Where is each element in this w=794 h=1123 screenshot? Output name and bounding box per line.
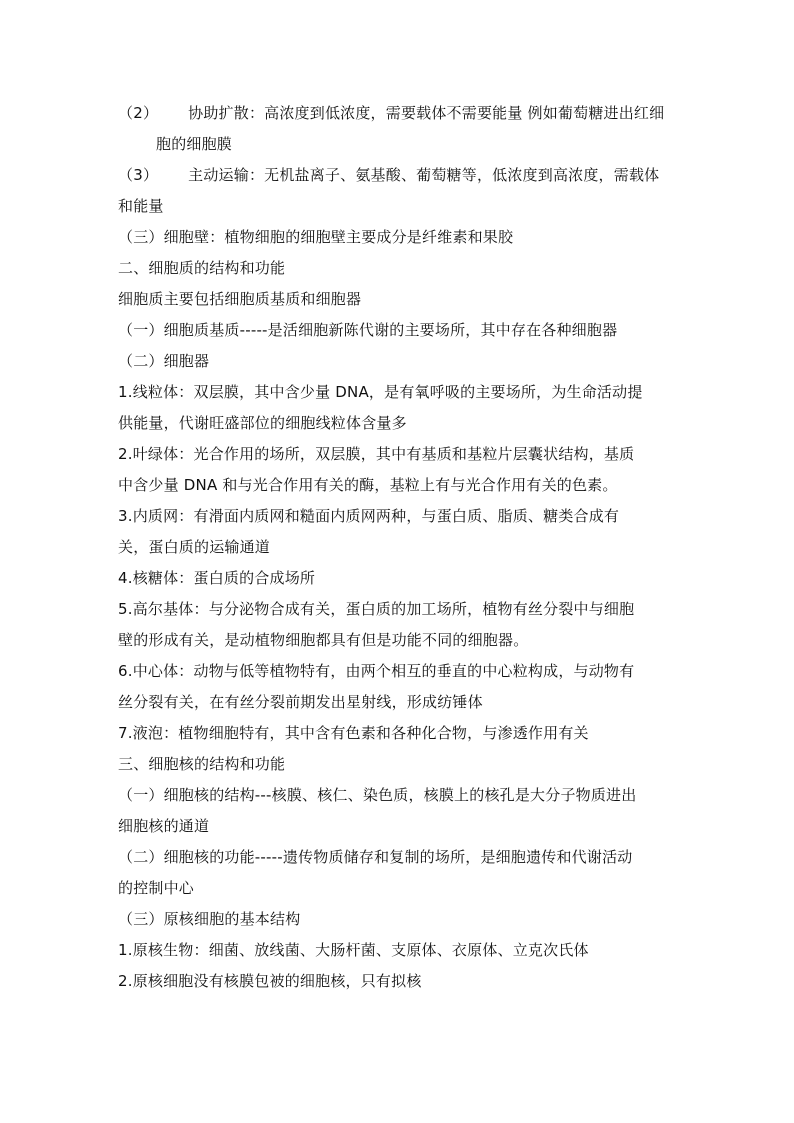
paragraph-text: 主动运输：无机盐离子、氨基酸、葡萄糖等，低浓度到高浓度，需载体 bbox=[188, 166, 660, 184]
paragraph-text: 5.高尔基体：与分泌物合成有关，蛋白质的加工场所，植物有丝分裂中与细胞 bbox=[118, 600, 635, 618]
paragraph-text: （二）细胞器 bbox=[118, 352, 210, 370]
document-body bbox=[118, 98, 678, 997]
paragraph-line bbox=[118, 129, 678, 160]
subheading-cytosol bbox=[118, 315, 678, 346]
paragraph-text: 的控制中心 bbox=[118, 879, 195, 897]
list-item-prokaryotes bbox=[118, 935, 678, 966]
paragraph-text: 和能量 bbox=[118, 197, 164, 215]
paragraph-text: 7.液泡：植物细胞特有，其中含有色素和各种化合物，与渗透作用有关 bbox=[118, 724, 589, 742]
paragraph-text: 6.中心体：动物与低等植物特有，由两个相互的垂直的中心粒构成，与动物有 bbox=[118, 662, 635, 680]
section-heading-nucleus bbox=[118, 749, 678, 780]
paragraph-text: 3.内质网：有滑面内质网和糙面内质网两种，与蛋白质、脂质、糖类合成有 bbox=[118, 507, 620, 525]
subheading-cell-wall bbox=[118, 222, 678, 253]
heading-text: 三、细胞核的结构和功能 bbox=[118, 755, 286, 773]
heading-text: 二、细胞质的结构和功能 bbox=[118, 259, 286, 277]
paragraph-text: （三）原核细胞的基本结构 bbox=[118, 910, 301, 928]
list-item-facilitated-diffusion bbox=[118, 98, 678, 129]
paragraph-text: 2.叶绿体：光合作用的场所，双层膜，其中有基质和基粒片层囊状结构，基质 bbox=[118, 445, 635, 463]
paragraph-line bbox=[118, 625, 678, 656]
subheading-organelles bbox=[118, 346, 678, 377]
paragraph-line bbox=[118, 811, 678, 842]
list-item-mitochondria bbox=[118, 377, 678, 408]
section-heading-cytoplasm bbox=[118, 253, 678, 284]
list-item-centrosome bbox=[118, 656, 678, 687]
subheading-prokaryote bbox=[118, 904, 678, 935]
list-number: （2） bbox=[118, 104, 159, 122]
paragraph-text: 1.线粒体：双层膜，其中含少量 DNA，是有氧呼吸的主要场所，为生命活动提 bbox=[118, 383, 643, 401]
subheading-nucleus-function bbox=[118, 842, 678, 873]
paragraph-line bbox=[118, 532, 678, 563]
paragraph-text: 关，蛋白质的运输通道 bbox=[118, 538, 271, 556]
paragraph-line bbox=[118, 284, 678, 315]
paragraph-line bbox=[118, 408, 678, 439]
list-item-golgi bbox=[118, 594, 678, 625]
paragraph-text: 4.核糖体：蛋白质的合成场所 bbox=[118, 569, 316, 587]
paragraph-text: （一）细胞质基质-----是活细胞新陈代谢的主要场所，其中存在各种细胞器 bbox=[118, 321, 618, 339]
list-item-vacuole bbox=[118, 718, 678, 749]
subheading-nucleus-structure bbox=[118, 780, 678, 811]
paragraph-text: （二）细胞核的功能-----遗传物质储存和复制的场所，是细胞遗传和代谢活动 bbox=[118, 848, 633, 866]
paragraph-text: 供能量，代谢旺盛部位的细胞线粒体含量多 bbox=[118, 414, 407, 432]
paragraph-text: 胞的细胞膜 bbox=[156, 135, 233, 153]
paragraph-text: （三）细胞壁：植物细胞的细胞壁主要成分是纤维素和果胶 bbox=[118, 228, 514, 246]
list-item-chloroplast bbox=[118, 439, 678, 470]
paragraph-line bbox=[118, 873, 678, 904]
paragraph-text: 2.原核细胞没有核膜包被的细胞核，只有拟核 bbox=[118, 972, 422, 990]
list-item-endoplasmic-reticulum bbox=[118, 501, 678, 532]
list-item-nucleoid bbox=[118, 966, 678, 997]
paragraph-text: 丝分裂有关，在有丝分裂前期发出星射线，形成纺锤体 bbox=[118, 693, 483, 711]
paragraph-text: 细胞质主要包括细胞质基质和细胞器 bbox=[118, 290, 362, 308]
paragraph-line bbox=[118, 687, 678, 718]
list-number: （3） bbox=[118, 166, 159, 184]
list-item-active-transport bbox=[118, 160, 678, 191]
list-item-ribosome bbox=[118, 563, 678, 594]
paragraph-text: 中含少量 DNA 和与光合作用有关的酶，基粒上有与光合作用有关的色素。 bbox=[118, 476, 618, 494]
paragraph-text: 细胞核的通道 bbox=[118, 817, 210, 835]
paragraph-text: （一）细胞核的结构---核膜、核仁、染色质，核膜上的核孔是大分子物质进出 bbox=[118, 786, 637, 804]
paragraph-line bbox=[118, 191, 678, 222]
paragraph-text: 1.原核生物：细菌、放线菌、大肠杆菌、支原体、衣原体、立克次氏体 bbox=[118, 941, 589, 959]
paragraph-line bbox=[118, 470, 678, 501]
paragraph-text: 壁的形成有关，是动植物细胞都具有但是功能不同的细胞器。 bbox=[118, 631, 529, 649]
paragraph-text: 协助扩散：高浓度到低浓度，需要载体不需要能量 例如葡萄糖进出红细 bbox=[188, 104, 665, 122]
